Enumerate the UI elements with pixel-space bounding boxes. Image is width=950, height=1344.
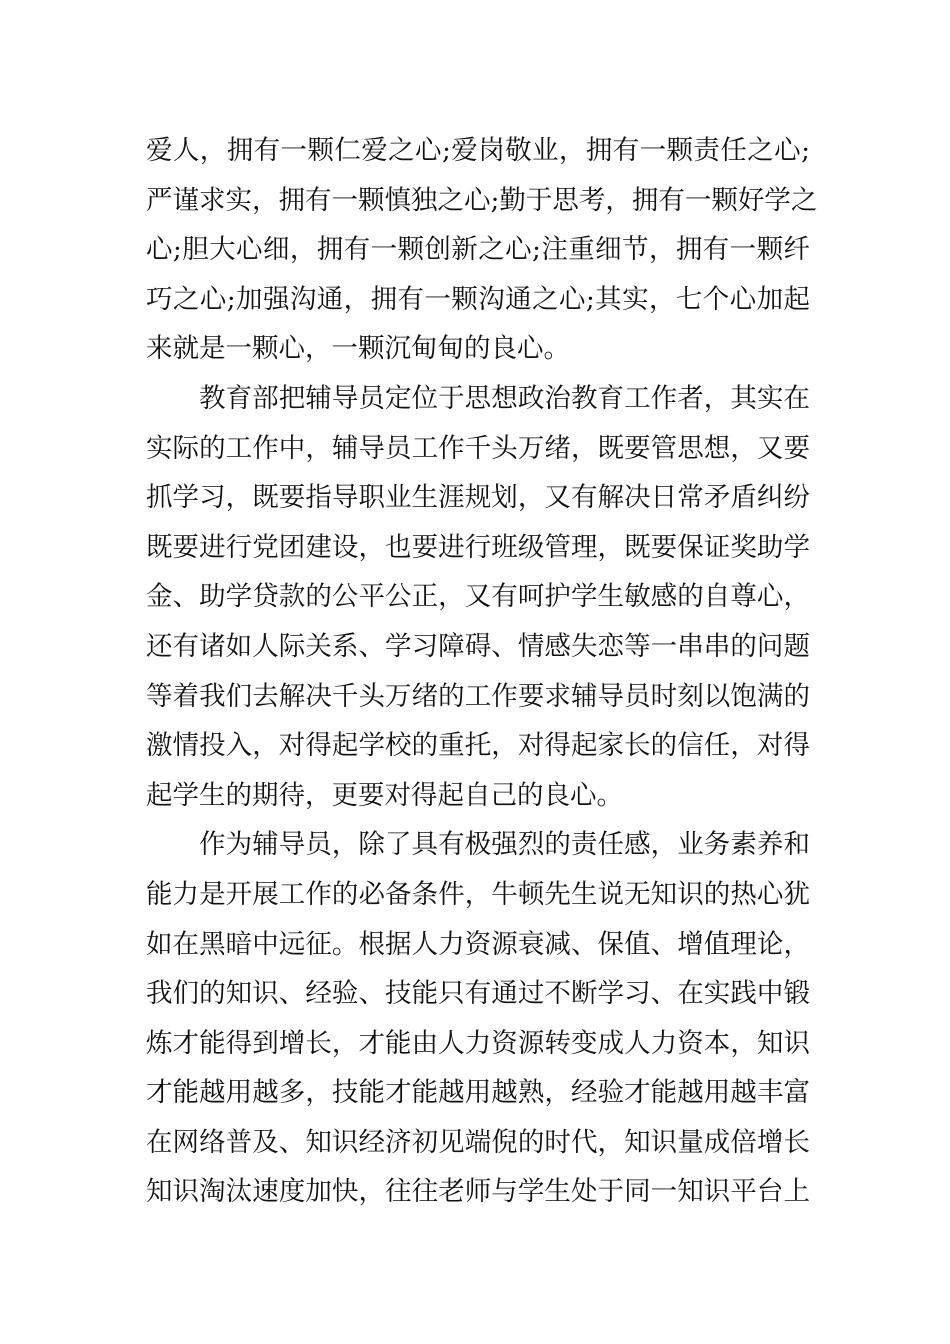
text-line: 才能越用越多，技能才能越用越熟，经验才能越用越丰富 [146,1077,810,1109]
paragraph-1 [146,126,818,374]
text-line: 激情投入，对得起学校的重托，对得起家长的信任，对得 [146,730,810,762]
text-line: 我们的知识、经验、技能只有通过不断学习、在实践中锻 [146,978,810,1010]
text-line: 抓学习，既要指导职业生涯规划，又有解决日常矛盾纠纷 [146,482,810,514]
text-line: 实际的工作中，辅导员工作千头万绪，既要管思想，又要 [146,432,810,464]
text-line: 如在黑暗中远征。根据人力资源衰减、保值、增值理论， [146,928,810,960]
text-line: 炼才能得到增长，才能由人力资源转变成人力资本，知识 [146,1027,810,1059]
text-line: 严谨求实，拥有一颗慎独之心;勤于思考，拥有一颗好学之 [146,184,818,216]
text-line: 作为辅导员，除了具有极强烈的责任感，业务素养和 [199,829,810,861]
text-line: 教育部把辅导员定位于思想政治教育工作者，其实在 [199,382,810,414]
text-line: 等着我们去解决千头万绪的工作要求辅导员时刻以饱满的 [146,680,810,712]
text-line: 能力是开展工作的必备条件，牛顿先生说无知识的热心犹 [146,878,810,910]
text-line: 巧之心;加强沟通，拥有一颗沟通之心;其实，七个心加起 [146,283,810,315]
text-line: 爱人，拥有一颗仁爱之心;爱岗敬业，拥有一颗责任之心; [146,135,810,166]
text-line: 知识淘汰速度加快，往往老师与学生处于同一知识平台上 [146,1176,810,1208]
text-line: 来就是一颗心，一颗沉甸甸的良心。 [146,333,570,365]
text-line: 金、助学贷款的公平公正，又有呵护学生敏感的自尊心， [146,581,810,613]
document-body [146,126,818,1217]
text-line: 在网络普及、知识经济初见端倪的时代，知识量成倍增长 [146,1126,810,1158]
text-line: 还有诸如人际关系、学习障碍、情感失恋等一串串的问题 [146,630,810,662]
text-line: 心;胆大心细，拥有一颗创新之心;注重细节，拥有一颗纤 [146,234,810,266]
text-line: 起学生的期待，更要对得起自己的良心。 [146,779,623,811]
paragraph-3 [146,820,810,1217]
text-line: 既要进行党团建设，也要进行班级管理，既要保证奖助学 [146,531,810,563]
paragraph-2 [146,374,810,820]
